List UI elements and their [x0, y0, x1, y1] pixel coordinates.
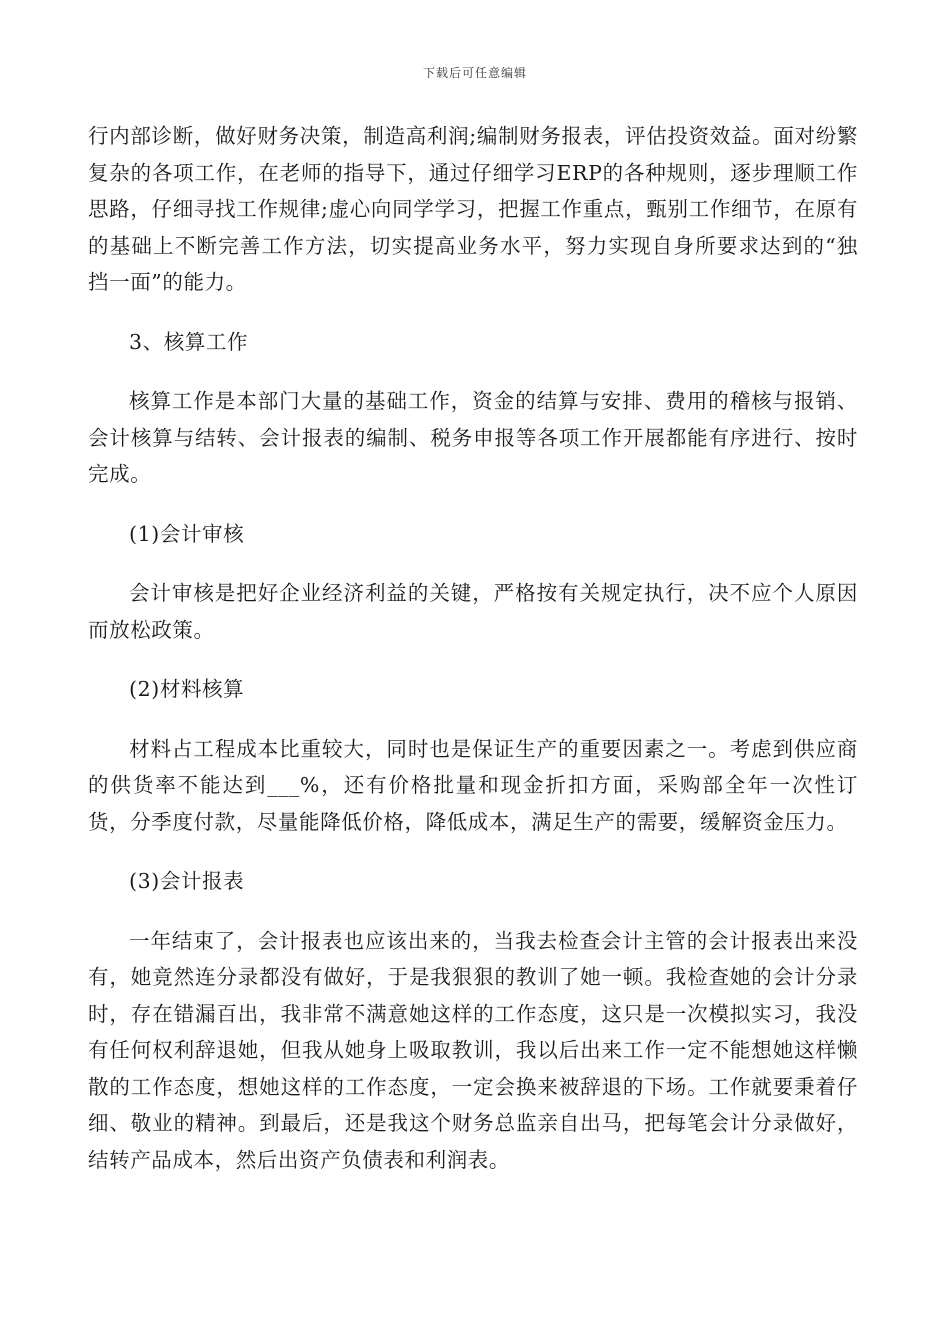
spacer	[88, 708, 858, 731]
header-note: 下载后可任意编辑	[422, 66, 527, 80]
subheading-material: (2)材料核算	[129, 677, 245, 701]
paragraph-audit: 会计审核是把好企业经济利益的关键，严格按有关规定执行，决不应个人原因而放松政策。	[88, 581, 858, 642]
spacer	[88, 648, 858, 671]
paragraph-accounting: 核算工作是本部门大量的基础工作，资金的结算与安排、费用的稽核与报销、会计核算与结转、会计报表的编制、税务申报等各项工作开展都能有序进行、按时完成。	[88, 389, 858, 486]
paragraph-continuation: 行内部诊断，做好财务决策，制造高利润;编制财务报表，评估投资效益。面对纷繁复杂的各项工作，在老师的指导下，通过仔细学习ERP的各种规则，逐步理顺工作思路，仔细寻找工作规律;虚心向同学学习，把握工作重点，甄别工作细节，在原有的基础上不断完善工作方法，切实提高业务水平，努力实现自身所要求达到的“独挡一面”的能力。	[88, 124, 858, 294]
spacer	[88, 900, 858, 923]
spacer	[88, 301, 858, 324]
spacer	[88, 552, 858, 575]
subheading-audit: (1)会计审核	[129, 521, 245, 546]
spacer	[88, 360, 858, 383]
subheading-report: (3)会计报表	[129, 869, 245, 893]
spacer	[88, 840, 858, 863]
paragraph-material: 材料占工程成本比重较大，同时也是保证生产的重要因素之一。考虑到供应商的供货率不能达到___%，还有价格批量和现金折扣方面，采购部全年一次性订货，分季度付款，尽量能降低价格，降低成本，满足生产的需要，缓解资金压力。	[88, 736, 858, 834]
spacer	[88, 493, 858, 516]
paragraph-report: 一年结束了，会计报表也应该出来的，当我去检查会计主管的会计报表出来没有，她竟然连分录都没有做好，于是我狠狠的教训了她一顿。我检查她的会计分录时，存在错漏百出，我非常不满意她这样的工作态度，这只是一次模拟实习，我没有任何权利辞退她，但我从她身上吸取教训，我以后出来工作一定不能想她这样懒散的工作态度，想她这样的工作态度，一定会换来被辞退的下场。工作就要秉着仔细、敬业的精神。到最后，还是我这个财务总监亲自出马，把每笔会计分录做好，结转产品成本，然后出资产负债表和利润表。	[88, 928, 858, 1172]
section-heading-accounting: 3、核算工作	[129, 329, 249, 354]
document-body	[88, 118, 858, 1178]
